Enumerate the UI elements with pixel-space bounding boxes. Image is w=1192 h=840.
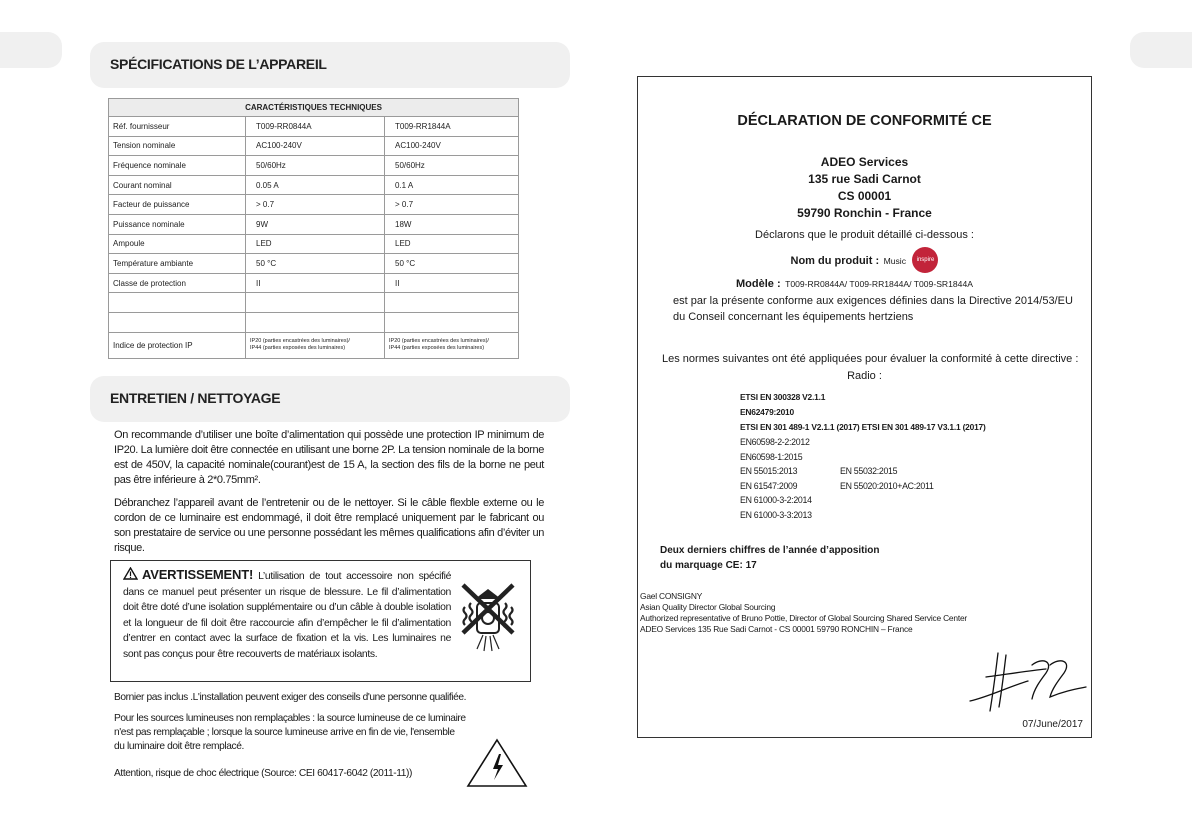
warning-text: AVERTISSEMENT! L’utilisation de tout accessoire non spécifié dans ce manuel peut présenter un risque de blessure. Le fil d’alimentation doit être doté d’une isolation supplémentaire ou d’un câble à double isolation et la longueur de fil doit être raccourcie afin d’empêcher le fil d’alimentation d’entrer en contact avec la surface de fixation et la vis. Les luminaires ne sont pas conçus pour être recouverts de matériaux isolants. [123,567,451,660]
standard-7a: EN 61547:2009 [740,481,798,491]
spec-row-value-a: 50/60Hz [246,156,385,176]
care-section-title: ENTRETIEN / NETTOYAGE [110,390,281,406]
left-page-tab [0,32,62,68]
declare-text: Déclarons que le produit détaillé ci-dessous : [755,229,974,241]
radio-label: Radio : [847,370,882,382]
light-source-note-line-3: du luminaire doit être remplacé. [114,741,244,752]
spec-row-value-b: > 0.7 [385,195,519,215]
spec-row-value-b: 50 °C [385,254,519,274]
spec-row-value-a: AC100-240V [246,136,385,156]
spec-row [109,117,519,137]
electric-shock-icon [466,738,528,788]
spec-row-label: Tension nominale [109,136,246,156]
spec-row-value-b: 18W [385,214,519,234]
product-label: Nom du produit : [790,255,880,268]
norms-intro: Les normes suivantes ont été appliquées pour évaluer la conformité à cette directive : [662,353,1079,365]
warning-box [110,560,531,682]
standard-7b: EN 55020:2010+AC:2011 [840,481,934,491]
ce-declaration-box [637,76,1092,738]
signature [968,645,1088,715]
inspire-logo: inspire [912,247,938,273]
conformity-line-1: est par la présente conforme aux exigences définies dans la Directive 2014/53/EU [673,295,1073,307]
standard-6a: EN 55015:2013 [740,466,798,476]
declaration-date: 07/June/2017 [1022,719,1083,730]
spec-row-value-a: 50 °C [246,254,385,274]
spec-ip-value-b: IP20 (parties encastrées des luminaires)/ IP44 (parties exposées des luminaires) [385,332,519,358]
standard-1: ETSI EN 300328 V2.1.1 [740,392,826,402]
company-name: ADEO Services [820,155,909,169]
signatory-address: ADEO Services 135 Rue Sadi Carnot - CS 00001 59790 RONCHIN – France [640,624,913,634]
care-paragraph-1: On recommande d’utiliser une boîte d’alimentation qui possède une protection IP minimum de IP20. La lumière doit être connectée en utilisant une borne 2P. La tension nominale de la borne est de 450V, la capacité nominale(courant)est de 15 A, la section des fils de la borne ne peut pas être inférieure à 2*0.75mm². [114,429,544,486]
spec-row [109,254,519,274]
light-source-note-line-1: Pour les sources lumineuses non remplaçables : la source lumineuse de ce luminaire [114,713,466,724]
spec-row-value-a: 9W [246,214,385,234]
spec-row-label: Puissance nominale [109,214,246,234]
spec-row-value-b: T009-RR1844A [385,117,519,137]
spec-row-value-a: II [246,273,385,293]
standard-9: EN 61000-3-3:2013 [740,510,812,520]
spec-row [109,136,519,156]
spec-section-header [90,42,570,88]
standard-6b: EN 55032:2015 [840,466,898,476]
spec-empty-row [109,293,519,313]
light-source-note-line-2: n'est pas remplaçable ; lorsque la source lumineuse arrive en fin de vie, l'ensemble [114,727,455,738]
standard-8: EN 61000-3-2:2014 [740,495,812,505]
right-page-tab [1130,32,1192,68]
spec-row [109,175,519,195]
spec-row-label: Courant nominal [109,175,246,195]
conformity-line-2: du Conseil concernant les équipements hertziens [673,311,914,323]
spec-row-value-b: II [385,273,519,293]
spec-row-label: Facteur de puissance [109,195,246,215]
ce-year-line-1: Deux derniers chiffres de l’année d’apposition [660,545,880,556]
spec-row [109,156,519,176]
spec-row-value-b: 50/60Hz [385,156,519,176]
spec-ip-value-a: IP20 (parties encastrées des luminaires)/ IP44 (parties exposées des luminaires) [246,332,385,358]
company-street: 135 rue Sadi Carnot [808,172,921,186]
no-insulation-cover-icon [455,581,521,653]
spec-row-label: Température ambiante [109,254,246,274]
spec-row-label: Classe de protection [109,273,246,293]
terminal-note: Bornier pas inclus .L'installation peuvent exiger des conseils d'une personne qualifiée. [114,692,467,703]
spec-row [109,195,519,215]
standard-4: EN60598-2-2:2012 [740,437,810,447]
model-line [736,274,973,292]
company-city: 59790 Ronchin - France [797,206,932,220]
care-paragraph-2: Débranchez l’appareil avant de l’entretenir ou de le nettoyer. Si le câble flexble externe ou le cordon de ce luminaire est endommagé, il doit être remplacé uniquement par le fabricant ou son prestataire de service ou une personne possédant les mêmes qualifications afin d’éviter un risque. [114,497,544,554]
spec-ip-row [109,332,519,358]
company-cs: CS 00001 [837,189,892,203]
spec-row-value-a: > 0.7 [246,195,385,215]
spec-row [109,273,519,293]
spec-empty-row [109,312,519,332]
product-line [638,247,1091,273]
spec-row-label: Ampoule [109,234,246,254]
ce-year-line-2: du marquage CE: 17 [660,560,757,571]
signatory-name: Gael CONSIGNY [640,591,703,601]
spec-table-header: CARACTÉRISTIQUES TECHNIQUES [109,99,519,117]
standard-5: EN60598-1:2015 [740,452,803,462]
shock-warning-note: Attention, risque de choc électrique (Source: CEI 60417-6042 (2011-11)) [114,768,412,779]
spec-row-value-b: AC100-240V [385,136,519,156]
standard-3: ETSI EN 301 489-1 V2.1.1 (2017) ETSI EN 301 489-17 V3.1.1 (2017) [740,422,986,432]
spec-section-title: SPÉCIFICATIONS DE L’APPAREIL [110,56,327,72]
spec-table [108,98,519,359]
care-section-header [90,376,570,422]
spec-row-value-a: LED [246,234,385,254]
warning-heading: AVERTISSEMENT! [123,567,253,582]
spec-row-value-b: 0.1 A [385,175,519,195]
warning-triangle-icon [123,567,138,580]
model-label: Modèle : [736,278,781,290]
spec-row-label: Réf. fournisseur [109,117,246,137]
spec-row-label: Fréquence nominale [109,156,246,176]
standard-2: EN62479:2010 [740,407,794,417]
product-name: Music [883,256,907,267]
model-list: T009-RR0844A/ T009-RR1844A/ T009-SR1844A [785,279,973,289]
signatory-title: Asian Quality Director Global Sourcing [640,602,776,612]
spec-row-value-b: LED [385,234,519,254]
spec-ip-label: Indice de protection IP [109,332,246,358]
spec-row [109,214,519,234]
signatory-authorization: Authorized representative of Bruno Pottie, Director of Global Sourcing Shared Service Center [640,613,968,623]
spec-row-value-a: T009-RR0844A [246,117,385,137]
spec-row [109,234,519,254]
spec-row-value-a: 0.05 A [246,175,385,195]
declaration-title: DÉCLARATION DE CONFORMITÉ CE [737,113,992,129]
